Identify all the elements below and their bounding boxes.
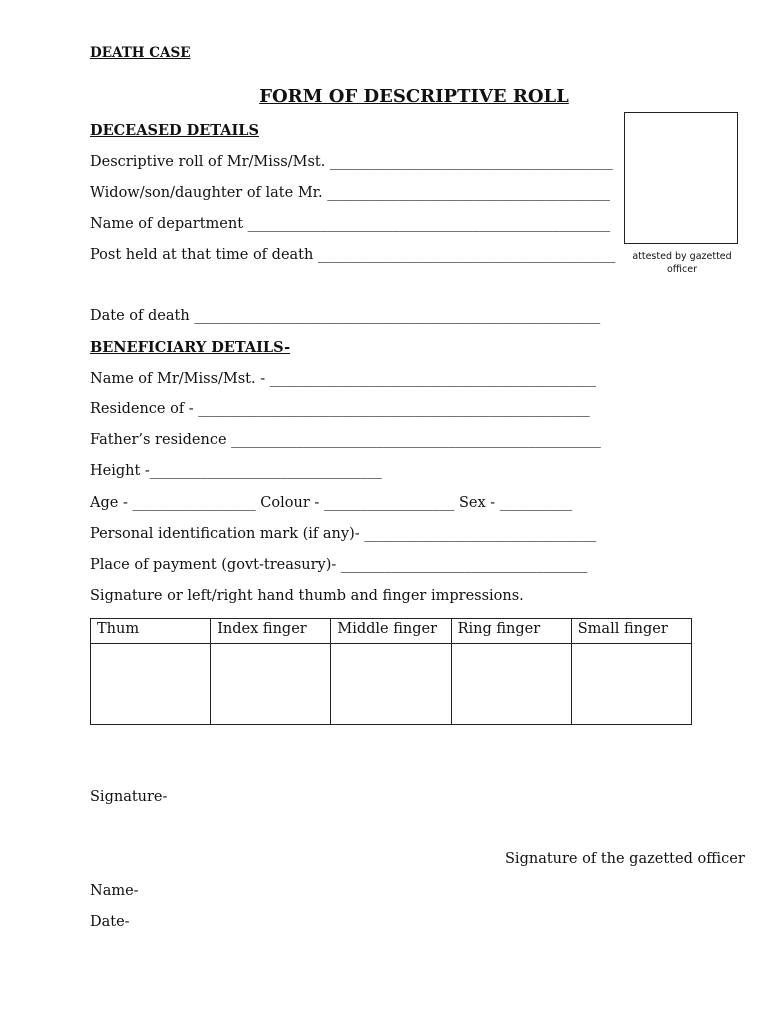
- page-title: FORM OF DESCRIPTIVE ROLL: [259, 86, 569, 107]
- middle-finger-impression-cell[interactable]: [331, 644, 451, 725]
- department-field[interactable]: Name of department __________________________________________________: [90, 216, 611, 232]
- header-index-finger: Index finger: [211, 619, 331, 644]
- small-finger-impression-cell[interactable]: [571, 644, 691, 725]
- header-small-finger: Small finger: [571, 619, 691, 644]
- signature-label: Signature-: [90, 789, 168, 805]
- finger-impressions-table: [90, 618, 692, 725]
- case-label: DEATH CASE: [90, 45, 191, 61]
- descriptive-roll-field[interactable]: Descriptive roll of Mr/Miss/Mst. _______________________________________: [90, 154, 613, 170]
- date-of-death-field[interactable]: Date of death ________________________________________________________: [90, 308, 601, 324]
- header-thumb: Thum: [91, 619, 211, 644]
- index-finger-impression-cell[interactable]: [211, 644, 331, 725]
- deceased-heading: DECEASED DETAILS: [90, 122, 259, 139]
- photo-box: [624, 112, 738, 244]
- ring-finger-impression-cell[interactable]: [451, 644, 571, 725]
- name-label: Name-: [90, 883, 139, 899]
- date-label: Date-: [90, 914, 130, 930]
- photo-caption: attested by gazetted officer: [632, 251, 732, 275]
- officer-signature-label: Signature of the gazetted officer: [505, 851, 745, 867]
- thumb-impression-cell[interactable]: [91, 644, 211, 725]
- age-colour-sex-field[interactable]: Age - _________________ Colour - __________________ Sex - __________: [90, 495, 573, 511]
- post-held-field[interactable]: Post held at that time of death _________________________________________: [90, 247, 616, 263]
- relation-field[interactable]: Widow/son/daughter of late Mr. _______________________________________: [90, 185, 610, 201]
- header-middle-finger: Middle finger: [331, 619, 451, 644]
- beneficiary-name-field[interactable]: Name of Mr/Miss/Mst. - _____________________________________________: [90, 371, 596, 387]
- header-ring-finger: Ring finger: [451, 619, 571, 644]
- father-residence-field[interactable]: Father’s residence ___________________________________________________: [90, 432, 601, 448]
- beneficiary-heading: BENEFICIARY DETAILS-: [90, 339, 291, 356]
- identification-mark-field[interactable]: Personal identification mark (if any)- ________________________________: [90, 526, 597, 542]
- residence-field[interactable]: Residence of - ______________________________________________________: [90, 401, 590, 417]
- height-field[interactable]: Height -________________________________: [90, 463, 382, 479]
- impressions-note: Signature or left/right hand thumb and finger impressions.: [90, 588, 524, 604]
- place-of-payment-field[interactable]: Place of payment (govt-treasury)- __________________________________: [90, 557, 588, 573]
